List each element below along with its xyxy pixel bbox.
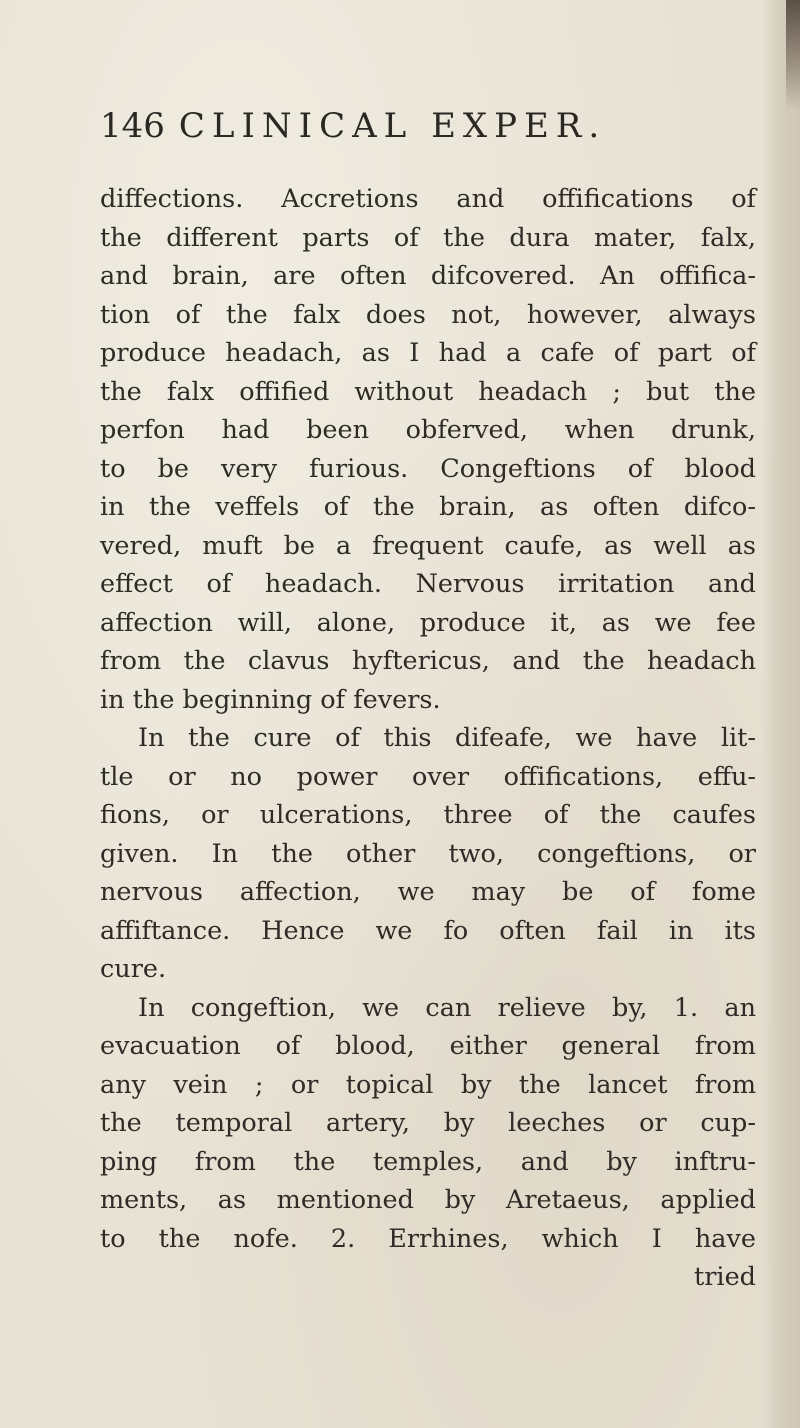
text-line: any vein ; or topical by the lancet from xyxy=(100,1069,756,1100)
running-title: CLINICAL EXPER. xyxy=(178,106,607,146)
page-number: 146 xyxy=(100,106,165,146)
page-edge-shadow xyxy=(762,0,800,1428)
text-line: and brain, are often difcovered. An offifica- xyxy=(100,261,756,291)
text-line: ments, as mentioned by Aretaeus, applied xyxy=(100,1185,756,1215)
text-line: the temporal artery, by leeches or cup- xyxy=(100,1108,756,1138)
text-line: the different parts of the dura mater, falx, xyxy=(100,222,756,253)
text-line: tle or no power over offifications, effu- xyxy=(100,761,756,792)
paragraph-end-line: cure. xyxy=(100,954,167,984)
text-line: given. In the other two, congeftions, or xyxy=(100,838,756,869)
text-line: ping from the temples, and by inftru- xyxy=(100,1146,756,1177)
running-header xyxy=(100,106,606,146)
text-line: tion of the falx does not, however, always xyxy=(100,299,756,330)
paragraph-end-line: in the beginning of fevers. xyxy=(100,684,441,715)
text-line: fions, or ulcerations, three of the caufes xyxy=(100,800,756,830)
body-text xyxy=(100,180,756,1297)
text-line: to be very furious. Congeftions of blood xyxy=(100,453,756,484)
text-line: the falx offified without headach ; but the xyxy=(100,376,756,407)
text-line: to the nofe. 2. Errhines, which I have xyxy=(100,1223,756,1254)
text-line: nervous affection, we may be of fome xyxy=(100,877,756,907)
catchword: tried xyxy=(693,1262,756,1292)
text-line: in the veffels of the brain, as often difco- xyxy=(100,492,756,522)
paragraph-start-line: In congeftion, we can relieve by, 1. an xyxy=(138,992,756,1023)
text-line: perfon had been obferved, when drunk, xyxy=(100,415,756,445)
text-line: produce headach, as I had a cafe of part of xyxy=(100,338,756,368)
text-line: affection will, alone, produce it, as we fee xyxy=(100,607,756,638)
page-corner-shadow xyxy=(786,0,800,110)
text-line: from the clavus hyftericus, and the headach xyxy=(100,646,756,676)
text-line: diffections. Accretions and offifications of xyxy=(100,184,756,214)
text-line: affiftance. Hence we fo often fail in its xyxy=(100,915,756,946)
text-line: vered, muft be a frequent caufe, as well as xyxy=(100,530,756,561)
text-line: evacuation of blood, either general from xyxy=(100,1031,756,1061)
text-line: effect of headach. Nervous irritation and xyxy=(100,569,756,599)
paragraph-start-line: In the cure of this difeafe, we have lit- xyxy=(138,723,756,753)
